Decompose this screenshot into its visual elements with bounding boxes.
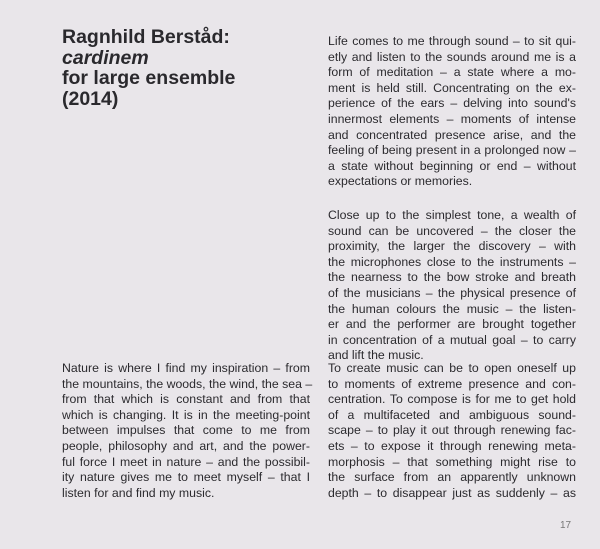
text-line: Nature is where I find my inspiration – from (62, 361, 310, 375)
text-line: proximity, the larger the discovery – with (328, 239, 576, 254)
text-line: of a multifaceted and ambiguous sound- (328, 407, 576, 422)
text-line: ful force I meet in nature – and the possibil- (62, 454, 310, 469)
paragraph (328, 34, 576, 190)
title-instrumentation: for large ensemble (62, 67, 236, 89)
text-line: in concentration of a mutual goal – to carry (328, 332, 576, 347)
text-line: To create music can be to open oneself up (328, 361, 576, 375)
title-year: (2014) (62, 87, 119, 110)
text-line: listen for and find my music. (62, 485, 215, 500)
page-number: 17 (560, 520, 572, 531)
page-title (62, 27, 235, 109)
title-composer: Ragnhild Berståd: (62, 26, 230, 48)
text-line: the microphones close to the instruments – (328, 254, 576, 269)
text-line: the human colours the music – the listen- (328, 301, 576, 316)
text-line: people, philosophy and art, and the power- (62, 438, 310, 453)
text-line: form of meditation – a state where a mo- (328, 65, 576, 80)
text-line: sound can be uncovered – the closer the (328, 223, 576, 238)
right-column-lower (328, 361, 576, 519)
text-line: er and the performer are brought together (328, 317, 576, 332)
text-line: and lift the music. (328, 348, 424, 363)
text-line: ets – to expose it through renewing meta- (328, 438, 576, 453)
text-line: morphosis – that something might rise to (328, 454, 576, 469)
paragraph (62, 361, 313, 501)
text-line: the mountains, the woods, the wind, the sea – (62, 376, 313, 391)
text-line: between impulses that come to me from (62, 423, 310, 438)
text-line: ment is held still. Concentrating on the ex- (328, 80, 576, 95)
text-line: from that which is constant and from that (62, 392, 310, 407)
text-line: feeling of being present in a prolonged now – (328, 143, 576, 158)
text-line: to moments of extreme presence and con- (328, 376, 576, 391)
text-line: and concentrated presence arise, and the (328, 127, 576, 142)
text-line: perience of the ears – delving into sound's (328, 96, 576, 111)
text-line: Close up to the simplest tone, a wealth of (328, 207, 576, 222)
text-line: Life comes to me through sound – to sit qui- (328, 34, 576, 48)
text-line: etly and listen to the sounds around me is a (328, 49, 576, 64)
text-line: the nearness to the bow stroke and breath (328, 270, 576, 285)
text-line: innermost elements – moments of intense (328, 111, 576, 126)
paragraph (328, 361, 576, 501)
text-line: of the musicians – the physical presence of (328, 285, 576, 300)
text-line: which is changing. It is in the meeting-point (62, 407, 310, 422)
paragraph (328, 208, 576, 364)
text-line: ity nature gives me to meet myself – that I (62, 470, 310, 485)
text-line: depth – to disappear just as suddenly – as (328, 485, 576, 500)
title-work: cardinem (62, 46, 149, 69)
text-line: centration. To compose is for me to get hold (328, 392, 576, 407)
text-line: scape – to play it out through renewing fac- (328, 423, 576, 438)
text-line: the surface from an apparently unknown (328, 470, 576, 485)
text-line: a state without beginning or end – without (328, 158, 576, 173)
right-column-upper (328, 34, 576, 382)
left-column (62, 361, 313, 519)
text-line: expectations or memories. (328, 174, 473, 189)
